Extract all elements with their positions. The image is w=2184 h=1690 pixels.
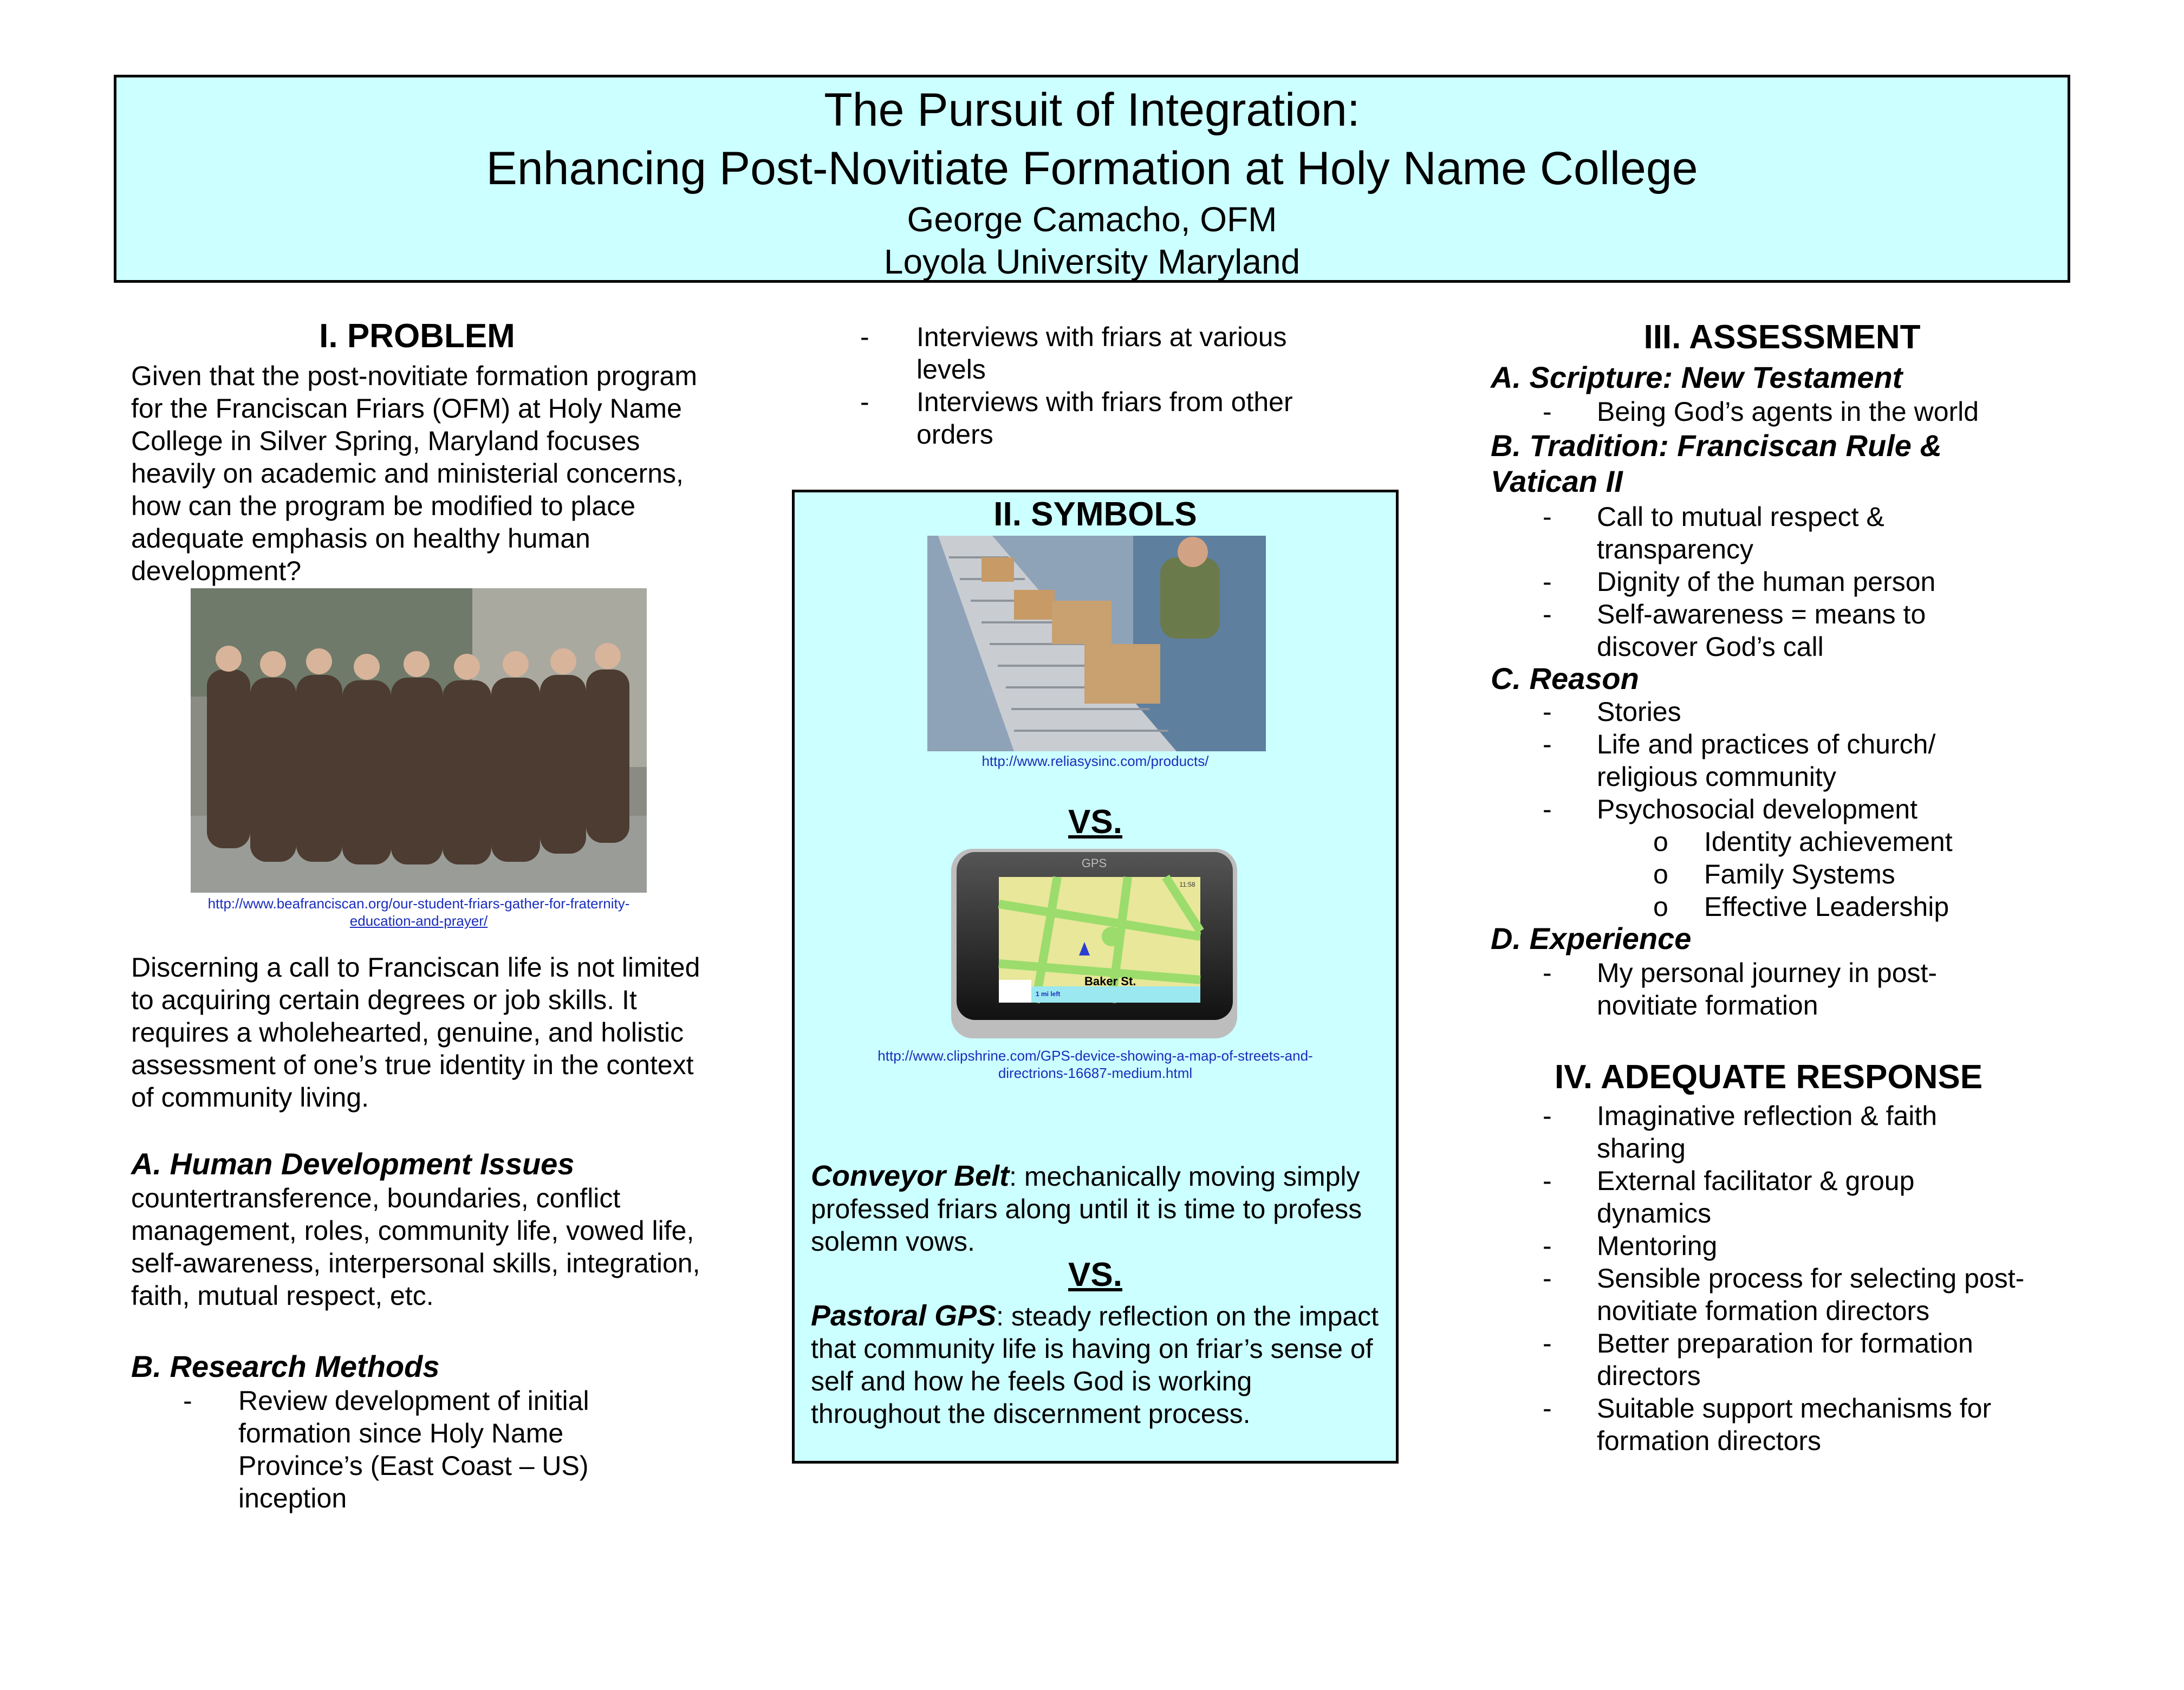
response-heading: IV. ADEQUATE RESPONSE xyxy=(1554,1058,1983,1096)
scripture-list xyxy=(1491,395,2076,428)
assessment-heading: III. ASSESSMENT xyxy=(1643,318,1921,356)
photo-caption-link[interactable] xyxy=(131,895,706,929)
reason-list xyxy=(1491,696,2076,923)
tradition-heading xyxy=(1491,428,2076,499)
reason-item-1: Stories xyxy=(1597,697,1681,727)
list-item xyxy=(1491,1327,2076,1392)
reason-subitem-3: Effective Leadership xyxy=(1704,892,1949,922)
conveyor-desc-text: : mechanically moving simply professed friars along until it is time to profess solemn vows. xyxy=(811,1161,1362,1257)
discerning-paragraph: Discerning a call to Franciscan life is not limited to acquiring certain degrees or job skills. It requires a wholehearted, genuine, and holistic assessment of one’s true identity in the context of community living. xyxy=(131,952,700,1113)
dash-bullet: - xyxy=(183,1386,192,1416)
experience-item: My personal journey in post-novitiate formation xyxy=(1597,958,1938,1020)
dash-bullet: - xyxy=(1543,567,1552,597)
list-item xyxy=(1491,1165,2076,1230)
list-item xyxy=(1491,858,2076,890)
reason-subitem-2: Family Systems xyxy=(1704,859,1895,889)
scripture-item: Being God’s agents in the world xyxy=(1597,396,1979,427)
dash-bullet: - xyxy=(1543,794,1552,824)
gps-caption-link[interactable] xyxy=(795,1047,1396,1082)
dash-bullet: - xyxy=(1543,396,1552,427)
dash-bullet: - xyxy=(1543,697,1552,727)
list-item xyxy=(131,1384,716,1514)
circle-bullet: o xyxy=(1653,892,1668,922)
list-item xyxy=(1491,1262,2076,1327)
human-dev-text: countertransference, boundaries, conflict management, roles, community life, vowed life, self-awareness, interpersonal skills, integration, faith, mutual respect, etc. xyxy=(131,1183,700,1311)
list-item xyxy=(1491,1230,2076,1262)
problem-question: Given that the post-novitiate formation program for the Franciscan Friars (OFM) at Holy Name College in Silver Spring, Maryland focuses heavily on academic and ministerial concerns, how can the program be modified to place adequate emphasis on healthy human development? xyxy=(131,361,697,586)
list-item xyxy=(1491,566,2076,598)
research-item-2: Interviews with friars at various levels xyxy=(916,322,1287,385)
list-item xyxy=(1491,598,2076,663)
gps-device-image xyxy=(949,844,1239,1043)
reason-heading: C. Reason xyxy=(1491,661,1639,696)
tradition-heading-line-2: Vatican II xyxy=(1491,464,1623,498)
reason-subitem-1: Identity achievement xyxy=(1704,827,1953,857)
list-item xyxy=(1491,793,2076,826)
circle-bullet: o xyxy=(1653,827,1668,857)
friars-group-photo xyxy=(191,588,647,893)
human-dev-heading: A. Human Development Issues xyxy=(131,1147,575,1181)
vs-label-2: VS. xyxy=(1068,1256,1122,1294)
research-item-3: Interviews with friars from other orders xyxy=(916,387,1293,450)
dash-bullet: - xyxy=(1543,599,1552,629)
conveyor-description xyxy=(811,1160,1385,1258)
conveyor-belt-photo xyxy=(927,536,1266,751)
dash-bullet: - xyxy=(1543,1328,1552,1358)
experience-list xyxy=(1491,957,2076,1022)
dash-bullet: - xyxy=(1543,729,1552,759)
dash-bullet: - xyxy=(1543,958,1552,988)
tradition-heading-line-1: B. Tradition: Franciscan Rule & xyxy=(1491,428,1942,463)
conveyor-caption-link[interactable]: http://www.reliasysinc.com/products/ xyxy=(981,753,1209,769)
pastoral-desc-text: : steady reflection on the impact that community life is having on friar’s sense of self and how he feels God is working throughout the discernment process. xyxy=(811,1301,1379,1429)
list-item xyxy=(1491,696,2076,728)
tradition-item-3: Self-awareness = means to discover God’s call xyxy=(1597,599,1926,662)
author: George Camacho, OFM xyxy=(907,200,1277,239)
pastoral-description xyxy=(811,1299,1385,1430)
experience-heading: D. Experience xyxy=(1491,921,1692,955)
photo-caption-line-1: http://www.beafranciscan.org/our-student-friars-gather-for-fraternity- xyxy=(207,895,630,912)
dash-bullet: - xyxy=(1543,502,1552,532)
list-item xyxy=(1491,500,2076,566)
response-item-6: Suitable support mechanisms for formation directors xyxy=(1597,1393,1992,1456)
list-item xyxy=(1491,826,2076,858)
problem-heading: I. PROBLEM xyxy=(319,317,515,355)
research-list-1 xyxy=(131,1384,716,1514)
vs-label-1: VS. xyxy=(1068,803,1122,841)
response-item-4: Sensible process for selecting post-novitiate formation directors xyxy=(1597,1263,2025,1326)
institution: Loyola University Maryland xyxy=(883,242,1301,281)
response-item-3: Mentoring xyxy=(1597,1231,1718,1261)
tradition-item-2: Dignity of the human person xyxy=(1597,567,1936,597)
list-item xyxy=(1491,957,2076,1022)
response-item-1: Imaginative reflection & faith sharing xyxy=(1597,1101,1938,1164)
reason-item-3: Psychosocial development xyxy=(1597,794,1917,824)
research-item-1: Review development of initial formation since Holy Name Province’s (East Coast – US) inception xyxy=(238,1386,589,1513)
list-item xyxy=(1491,1392,2076,1457)
dash-bullet: - xyxy=(860,387,869,417)
gps-time-label: 11:58 xyxy=(1179,881,1195,888)
dash-bullet: - xyxy=(1543,1166,1552,1196)
research-list-2 xyxy=(860,321,1380,451)
list-item xyxy=(860,386,1380,451)
gps-brand-label: GPS xyxy=(1081,856,1107,870)
circle-bullet: o xyxy=(1653,859,1668,889)
gps-caption-line-2: directrions-16687-medium.html xyxy=(998,1065,1193,1081)
poster-header xyxy=(114,75,2070,283)
scripture-heading: A. Scripture: New Testament xyxy=(1491,360,1903,394)
dash-bullet: - xyxy=(1543,1393,1552,1424)
response-item-2: External facilitator & group dynamics xyxy=(1597,1166,1915,1228)
dash-bullet: - xyxy=(1543,1263,1552,1294)
reason-item-2: Life and practices of church/ religious community xyxy=(1597,729,1936,792)
title-line-1: The Pursuit of Integration: xyxy=(824,84,1360,136)
gps-caption-line-1: http://www.clipshrine.com/GPS-device-showing-a-map-of-streets-and- xyxy=(877,1048,1313,1064)
tradition-list xyxy=(1491,500,2076,663)
gps-street-label: Baker St. xyxy=(1084,974,1136,988)
list-item xyxy=(1491,728,2076,793)
list-item xyxy=(1491,395,2076,428)
dash-bullet: - xyxy=(860,322,869,352)
research-heading: B. Research Methods xyxy=(131,1349,440,1383)
conveyor-illustration xyxy=(927,536,1266,751)
symbols-box xyxy=(792,490,1399,1464)
response-list xyxy=(1491,1100,2076,1457)
symbols-heading: II. SYMBOLS xyxy=(993,496,1197,533)
friars-photo-illustration xyxy=(191,588,647,893)
list-item xyxy=(860,321,1380,386)
tradition-item-1: Call to mutual respect & transparency xyxy=(1597,502,1884,564)
list-item xyxy=(1491,890,2076,923)
gps-illustration xyxy=(949,844,1239,1043)
pastoral-term: Pastoral GPS xyxy=(811,1299,997,1332)
response-item-5: Better preparation for formation directors xyxy=(1597,1328,1973,1391)
title-line-2: Enhancing Post-Novitiate Formation at Holy Name College xyxy=(486,142,1698,194)
dash-bullet: - xyxy=(1543,1101,1552,1131)
dash-bullet: - xyxy=(1543,1231,1552,1261)
list-item xyxy=(1491,1100,2076,1165)
photo-caption-line-2: education-and-prayer/ xyxy=(349,913,488,929)
gps-dist-label: 1 mi left xyxy=(1036,990,1061,998)
conveyor-term: Conveyor Belt xyxy=(811,1160,1010,1192)
